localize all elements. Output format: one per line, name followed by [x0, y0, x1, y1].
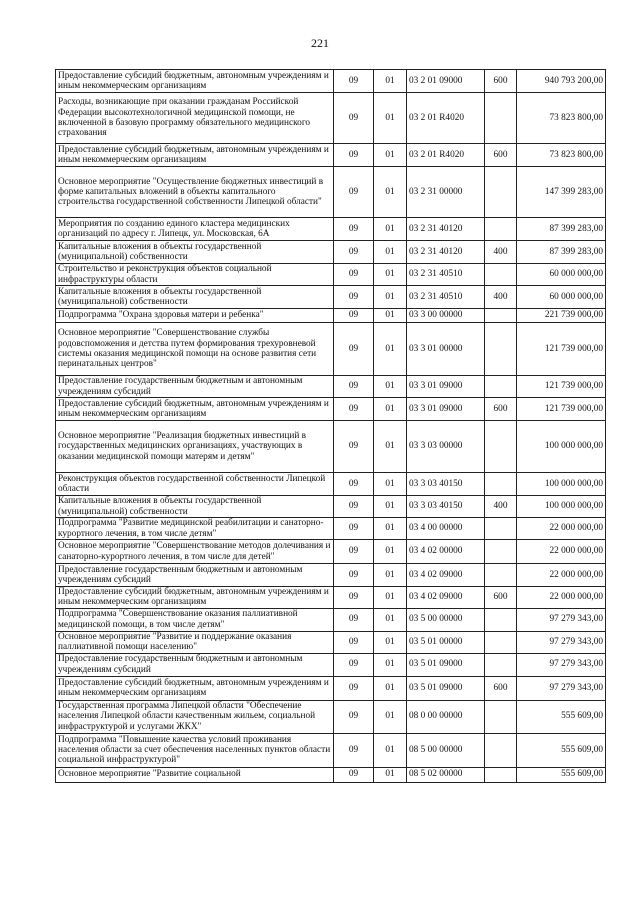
row-subsection: 01 [374, 540, 407, 564]
row-amount: 555 609,00 [517, 700, 606, 733]
row-section: 09 [334, 518, 374, 540]
table-row [56, 241, 606, 264]
row-target-article: 08 5 00 00000 [407, 733, 485, 767]
row-target-article: 03 5 01 09000 [407, 653, 485, 676]
row-section: 09 [334, 70, 374, 93]
row-amount: 60 000 000,00 [517, 264, 606, 286]
row-amount: 100 000 000,00 [517, 473, 606, 496]
table-row [56, 167, 606, 218]
row-amount: 221 739 000,00 [517, 309, 606, 323]
row-amount: 100 000 000,00 [517, 421, 606, 473]
row-name: Предоставление субсидий бюджетным, автономным учреждениям и иным некоммерческим организациям [56, 398, 334, 421]
table-row [56, 631, 606, 653]
row-target-article: 03 3 01 09000 [407, 376, 485, 398]
row-name: Основное мероприятие "Совершенствование службы родовспоможения и детства путем формирования трехуровневой системы оказания медицинской помощи на основе развития сети перинатальных центров" [56, 323, 334, 376]
row-subsection: 01 [374, 264, 407, 286]
table-row [56, 264, 606, 286]
row-expense-type: 600 [485, 70, 517, 93]
row-expense-type [485, 421, 517, 473]
row-target-article: 08 0 00 00000 [407, 700, 485, 733]
row-expense-type [485, 218, 517, 241]
row-section: 09 [334, 540, 374, 564]
row-expense-type [485, 264, 517, 286]
row-subsection: 01 [374, 218, 407, 241]
row-amount: 87 399 283,00 [517, 218, 606, 241]
row-subsection: 01 [374, 767, 407, 782]
table-row [56, 218, 606, 241]
table-row [56, 323, 606, 376]
row-section: 09 [334, 608, 374, 631]
table-row [56, 496, 606, 518]
row-amount: 100 000 000,00 [517, 496, 606, 518]
row-section: 09 [334, 564, 374, 587]
row-amount: 555 609,00 [517, 733, 606, 767]
row-expense-type: 400 [485, 286, 517, 309]
row-target-article: 03 4 02 09000 [407, 587, 485, 609]
row-name: Основное мероприятие "Развитие и поддержание оказания паллиативной помощи населению" [56, 631, 334, 653]
row-name: Строительство и реконструкция объектов социальной инфраструктуры области [56, 264, 334, 286]
row-expense-type: 400 [485, 496, 517, 518]
row-subsection: 01 [374, 473, 407, 496]
row-amount: 22 000 000,00 [517, 587, 606, 609]
row-target-article: 03 2 01 R4020 [407, 93, 485, 144]
row-target-article: 03 2 31 00000 [407, 167, 485, 218]
row-amount: 87 399 283,00 [517, 241, 606, 264]
row-amount: 97 279 343,00 [517, 608, 606, 631]
row-subsection: 01 [374, 376, 407, 398]
row-section: 09 [334, 733, 374, 767]
row-expense-type [485, 323, 517, 376]
row-section: 09 [334, 631, 374, 653]
row-section: 09 [334, 241, 374, 264]
row-name: Капитальные вложения в объекты государственной (муниципальной) собственности [56, 496, 334, 518]
row-expense-type [485, 564, 517, 587]
row-subsection: 01 [374, 587, 407, 609]
table-row [56, 540, 606, 564]
row-subsection: 01 [374, 733, 407, 767]
row-expense-type [485, 376, 517, 398]
row-subsection: 01 [374, 676, 407, 700]
row-expense-type [485, 540, 517, 564]
table-row [56, 421, 606, 473]
row-subsection: 01 [374, 518, 407, 540]
row-name: Предоставление государственным бюджетным и автономным учреждениям субсидий [56, 653, 334, 676]
row-name: Государственная программа Липецкой области "Обеспечение населения Липецкой области качественным жильем, социальной инфраструктурой и услугами ЖКХ" [56, 700, 334, 733]
row-name: Основное мероприятие "Осуществление бюджетных инвестиций в форме капитальных вложений в объекты капитального строительства государственной собственности Липецкой области" [56, 167, 334, 218]
row-name: Основное мероприятие "Развитие социальной [56, 767, 334, 782]
row-name: Капитальные вложения в объекты государственной (муниципальной) собственности [56, 286, 334, 309]
row-expense-type: 600 [485, 398, 517, 421]
row-subsection: 01 [374, 421, 407, 473]
row-section: 09 [334, 376, 374, 398]
row-section: 09 [334, 676, 374, 700]
row-amount: 73 823 800,00 [517, 144, 606, 167]
row-target-article: 03 3 03 00000 [407, 421, 485, 473]
row-subsection: 01 [374, 144, 407, 167]
row-target-article: 03 3 01 00000 [407, 323, 485, 376]
row-name: Расходы, возникающие при оказании гражданам Российской Федерации высокотехнологичной медицинской помощи, не включенной в базовую программу обязательного медицинского страхования [56, 93, 334, 144]
row-section: 09 [334, 286, 374, 309]
row-section: 09 [334, 421, 374, 473]
row-amount: 940 793 200,00 [517, 70, 606, 93]
row-subsection: 01 [374, 323, 407, 376]
row-subsection: 01 [374, 70, 407, 93]
row-amount: 121 739 000,00 [517, 376, 606, 398]
row-subsection: 01 [374, 93, 407, 144]
row-section: 09 [334, 218, 374, 241]
row-target-article: 03 2 01 09000 [407, 70, 485, 93]
row-section: 09 [334, 93, 374, 144]
table-row [56, 733, 606, 767]
row-target-article: 03 3 01 09000 [407, 398, 485, 421]
row-expense-type [485, 700, 517, 733]
row-amount: 97 279 343,00 [517, 676, 606, 700]
row-subsection: 01 [374, 700, 407, 733]
row-target-article: 03 2 31 40120 [407, 218, 485, 241]
row-name: Предоставление субсидий бюджетным, автономным учреждениям и иным некоммерческим организациям [56, 676, 334, 700]
row-name: Подпрограмма "Повышение качества условий проживания населения области за счет обеспечения населенных пунктов области социальной инфраструктурой" [56, 733, 334, 767]
row-amount: 121 739 000,00 [517, 398, 606, 421]
row-amount: 60 000 000,00 [517, 286, 606, 309]
row-section: 09 [334, 587, 374, 609]
row-target-article: 03 4 02 09000 [407, 564, 485, 587]
table-row [56, 518, 606, 540]
row-name: Предоставление субсидий бюджетным, автономным учреждениям и иным некоммерческим организациям [56, 144, 334, 167]
row-expense-type [485, 473, 517, 496]
row-expense-type [485, 653, 517, 676]
row-target-article: 03 2 01 R4020 [407, 144, 485, 167]
row-target-article: 03 4 02 00000 [407, 540, 485, 564]
row-subsection: 01 [374, 398, 407, 421]
row-section: 09 [334, 323, 374, 376]
row-section: 09 [334, 653, 374, 676]
row-name: Реконструкция объектов государственной собственности Липецкой области [56, 473, 334, 496]
row-section: 09 [334, 264, 374, 286]
row-expense-type: 600 [485, 676, 517, 700]
row-target-article: 03 5 01 00000 [407, 631, 485, 653]
row-name: Подпрограмма "Совершенствование оказания паллиативной медицинской помощи, в том числе детям" [56, 608, 334, 631]
row-target-article: 03 4 00 00000 [407, 518, 485, 540]
row-expense-type [485, 518, 517, 540]
row-expense-type [485, 309, 517, 323]
row-section: 09 [334, 144, 374, 167]
row-subsection: 01 [374, 167, 407, 218]
row-expense-type [485, 608, 517, 631]
table-row [56, 286, 606, 309]
table-row [56, 587, 606, 609]
table-row [56, 676, 606, 700]
table-row [56, 564, 606, 587]
row-target-article: 03 3 03 40150 [407, 473, 485, 496]
row-target-article: 08 5 02 00000 [407, 767, 485, 782]
row-expense-type: 600 [485, 144, 517, 167]
row-name: Подпрограмма "Развитие медицинской реабилитации и санаторно-курортного лечения, в том числе детям" [56, 518, 334, 540]
row-amount: 121 739 000,00 [517, 323, 606, 376]
row-target-article: 03 3 00 00000 [407, 309, 485, 323]
table-row [56, 767, 606, 782]
row-name: Основное мероприятие "Реализация бюджетных инвестиций в государственных медицинских организациях, участвующих в оказании медицинской помощи матерям и детям" [56, 421, 334, 473]
row-name: Капитальные вложения в объекты государственной (муниципальной) собственности [56, 241, 334, 264]
row-section: 09 [334, 496, 374, 518]
row-subsection: 01 [374, 286, 407, 309]
table-row [56, 309, 606, 323]
page-number: 221 [311, 36, 329, 50]
row-expense-type [485, 767, 517, 782]
row-amount: 22 000 000,00 [517, 540, 606, 564]
row-amount: 97 279 343,00 [517, 653, 606, 676]
row-subsection: 01 [374, 631, 407, 653]
row-subsection: 01 [374, 653, 407, 676]
row-target-article: 03 3 03 40150 [407, 496, 485, 518]
row-section: 09 [334, 700, 374, 733]
row-name: Основное мероприятие "Совершенствование методов долечивания и санаторно-курортного лечения, в том числе для детей" [56, 540, 334, 564]
row-section: 09 [334, 473, 374, 496]
row-amount: 147 399 283,00 [517, 167, 606, 218]
row-expense-type: 400 [485, 241, 517, 264]
table-row [56, 473, 606, 496]
table-row [56, 376, 606, 398]
row-amount: 22 000 000,00 [517, 518, 606, 540]
row-expense-type [485, 631, 517, 653]
row-amount: 97 279 343,00 [517, 631, 606, 653]
row-subsection: 01 [374, 564, 407, 587]
row-target-article: 03 2 31 40510 [407, 264, 485, 286]
budget-table [55, 69, 606, 783]
row-name: Подпрограмма "Охрана здоровья матери и ребенка" [56, 309, 334, 323]
row-subsection: 01 [374, 608, 407, 631]
row-section: 09 [334, 398, 374, 421]
row-name: Предоставление субсидий бюджетным, автономным учреждениям и иным некоммерческим организациям [56, 70, 334, 93]
table-row [56, 70, 606, 93]
row-subsection: 01 [374, 496, 407, 518]
table-row [56, 144, 606, 167]
row-target-article: 03 5 00 00000 [407, 608, 485, 631]
row-expense-type [485, 93, 517, 144]
row-name: Мероприятия по созданию единого кластера медицинских организаций по адресу г. Липецк, ул. Московская, 6А [56, 218, 334, 241]
row-section: 09 [334, 167, 374, 218]
table-row [56, 700, 606, 733]
row-section: 09 [334, 309, 374, 323]
row-name: Предоставление государственным бюджетным и автономным учреждениям субсидий [56, 564, 334, 587]
row-name: Предоставление субсидий бюджетным, автономным учреждениям и иным некоммерческим организациям [56, 587, 334, 609]
row-expense-type [485, 167, 517, 218]
table-row [56, 608, 606, 631]
row-subsection: 01 [374, 241, 407, 264]
row-amount: 555 609,00 [517, 767, 606, 782]
budget-table-body [56, 70, 606, 783]
row-target-article: 03 2 31 40510 [407, 286, 485, 309]
row-target-article: 03 2 31 40120 [407, 241, 485, 264]
table-row [56, 398, 606, 421]
row-section: 09 [334, 767, 374, 782]
row-name: Предоставление государственным бюджетным и автономным учреждениям субсидий [56, 376, 334, 398]
row-target-article: 03 5 01 09000 [407, 676, 485, 700]
row-amount: 22 000 000,00 [517, 564, 606, 587]
table-row [56, 93, 606, 144]
row-subsection: 01 [374, 309, 407, 323]
row-expense-type: 600 [485, 587, 517, 609]
row-amount: 73 823 800,00 [517, 93, 606, 144]
table-row [56, 653, 606, 676]
row-expense-type [485, 733, 517, 767]
